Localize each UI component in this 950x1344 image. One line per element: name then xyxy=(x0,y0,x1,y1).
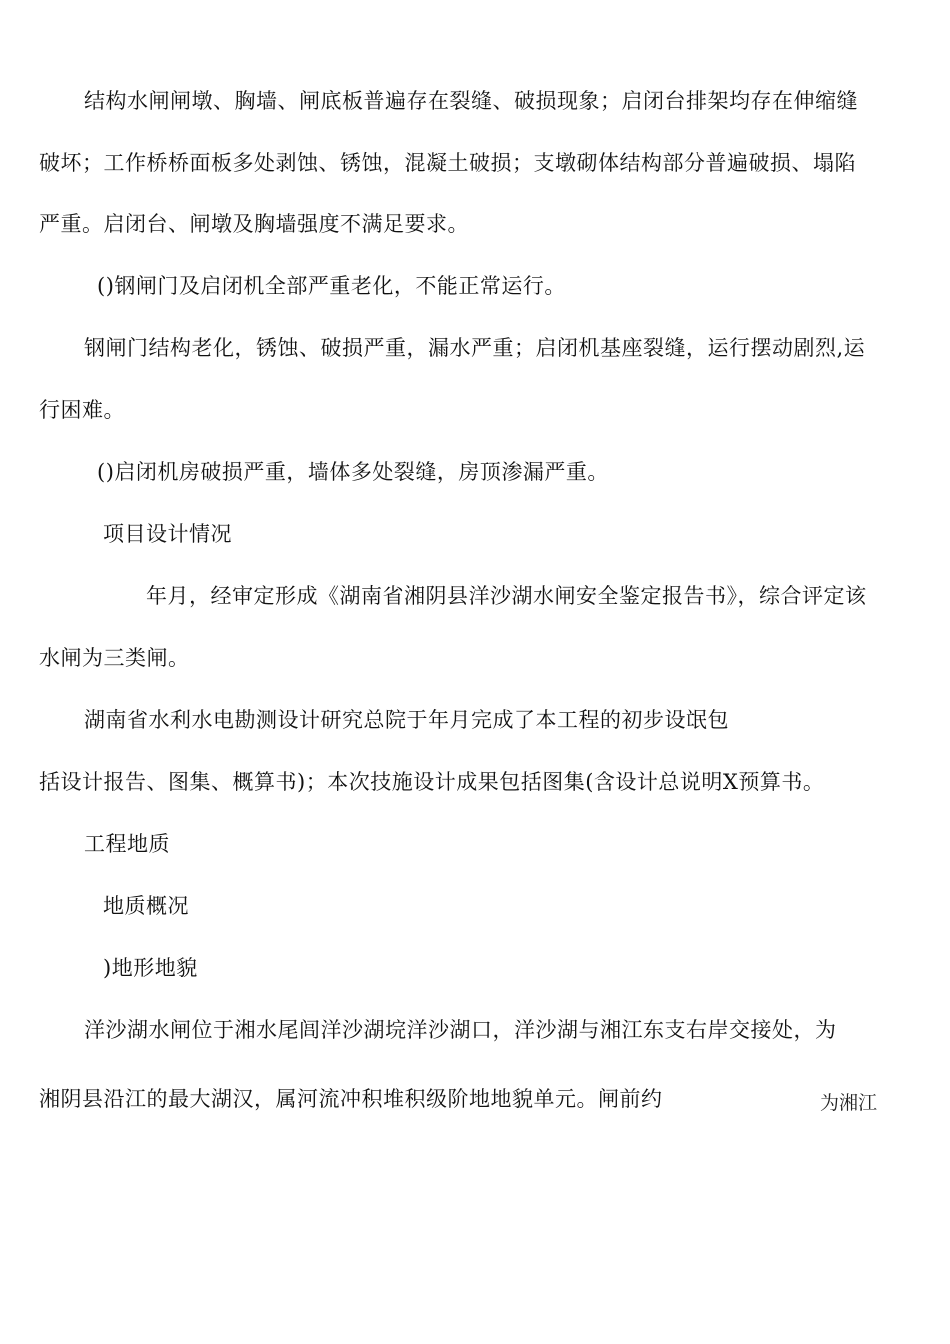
section-heading: 工程地质 xyxy=(84,832,170,856)
subsection-heading: 地质概况 xyxy=(103,894,189,918)
body-text-line: 严重。启闭台、闸墩及胸墙强度不满足要求。 xyxy=(39,212,469,236)
body-text-line: 年月，经审定形成《湖南省湘阴县洋沙湖水闸安全鉴定报告书》，综合评定该 xyxy=(146,584,867,608)
body-text-line: 行困难。 xyxy=(39,398,125,422)
body-text-line: 水闸为三类闸。 xyxy=(39,646,190,670)
body-text-line: 结构水闸闸墩、胸墙、闸底板普遍存在裂缝、破损现象；启闭台排架均存在伸缩缝 xyxy=(84,89,858,113)
body-text-line: 洋沙湖水闸位于湘水尾闾洋沙湖垸洋沙湖口，洋沙湖与湘江东支右岸交接处，为 xyxy=(84,1018,837,1042)
body-text-line: 湖南省水利水电勘测设计研究总院于年月完成了本工程的初步设氓包 xyxy=(84,708,729,732)
body-text-line: 破坏；工作桥桥面板多处剥蚀、锈蚀，混凝土破损；支墩砌体结构部分普遍破损、塌陷 xyxy=(39,151,856,175)
list-item-line: ()启闭机房破损严重，墙体多处裂缝，房顶渗漏严重。 xyxy=(97,460,609,484)
body-text-line: 湘阴县沿江的最大湖汉，属河流冲积堆积级阶地地貌单元。闸前约 xyxy=(39,1087,663,1111)
subsection-heading: )地形地貌 xyxy=(103,956,198,980)
body-text-line: 钢闸门结构老化，锈蚀、破损严重，漏水严重；启闭机基座裂缝，运行摆动剧烈,运 xyxy=(84,336,866,360)
list-item-line: ()钢闸门及启闭机全部严重老化，不能正常运行。 xyxy=(97,274,566,298)
body-text-line: 括设计报告、图集、概算书)；本次技施设计成果包括图集(含设计总说明X预算书。 xyxy=(39,770,825,794)
side-text-fragment: 为湘江 xyxy=(820,1092,878,1114)
section-heading: 项目设计情况 xyxy=(103,522,232,546)
